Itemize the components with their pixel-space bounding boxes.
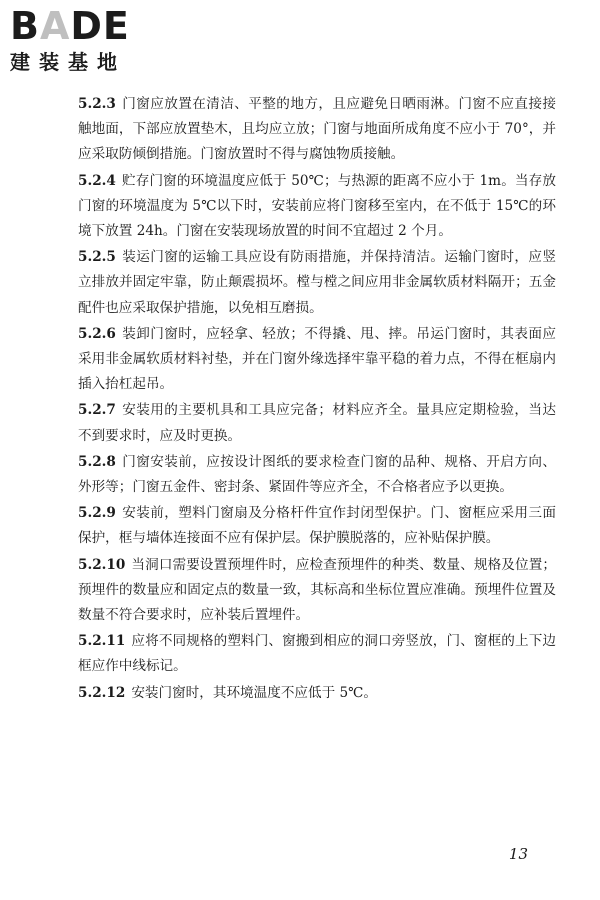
clause-text: 安装前，塑料门窗扇及分格杆件宜作封闭型保护。门、窗框应采用三面保护，框与墙体连接面不应有保护层。保护膜脱落的，应补贴保护膜。 — [78, 505, 556, 547]
logo-letter: B — [10, 4, 40, 48]
clause-number: 5.2.12 — [78, 684, 126, 701]
clause-5-2-5 — [78, 245, 556, 321]
clause-5-2-9 — [78, 501, 556, 551]
clause-text: 贮存门窗的环境温度应低于 50℃；与热源的距离不应小于 1m。当存放门窗的环境温度为 5℃以下时，安装前应将门窗移至室内，在不低于 15℃的环境下放置 24h。门窗在安装现场放置的时间不宜超过 2 个月。 — [78, 172, 556, 240]
clause-5-2-11 — [78, 629, 556, 679]
clause-5-2-8 — [78, 450, 556, 500]
clause-number: 5.2.10 — [78, 556, 126, 573]
logo-letter: DE — [70, 4, 130, 48]
logo-subtitle: 建装基地 — [10, 50, 126, 74]
clause-5-2-12 — [78, 681, 556, 706]
clause-number: 5.2.8 — [78, 453, 116, 470]
clause-5-2-7 — [78, 398, 556, 448]
clause-5-2-4 — [78, 169, 556, 245]
logo-letter-accent: A — [39, 4, 71, 48]
clause-list — [78, 92, 556, 707]
clause-text: 当洞口需要设置预埋件时，应检查预埋件的种类、数量、规格及位置；预埋件的数量应和固定点的数量一致，其标高和坐标位置应准确。预埋件位置及数量不符合要求时，应补装后置埋件。 — [78, 556, 556, 624]
clause-number: 5.2.6 — [78, 325, 116, 342]
clause-text: 门窗应放置在清洁、平整的地方，且应避免日晒雨淋。门窗不应直接接触地面，下部应放置垫木，且均应立放；门窗与地面所成角度不应小于 70°，并应采取防倾倒措施。门窗放置时不得与腐蚀物质接触。 — [78, 96, 556, 163]
clause-text: 安装门窗时，其环境温度不应低于 5℃。 — [131, 684, 377, 701]
bade-logo — [10, 4, 180, 74]
clause-number: 5.2.4 — [78, 172, 116, 189]
page-number: 13 — [508, 845, 528, 863]
clause-number: 5.2.3 — [78, 96, 116, 112]
clause-text: 应将不同规格的塑料门、窗搬到相应的洞口旁竖放，门、窗框的上下边框应作中线标记。 — [78, 633, 556, 675]
clause-number: 5.2.9 — [78, 505, 116, 522]
clause-5-2-6 — [78, 322, 556, 398]
clause-5-2-3 — [78, 92, 556, 168]
clause-text: 门窗安装前，应按设计图纸的要求检查门窗的品种、规格、开启方向、外形等；门窗五金件、密封条、紧固件等应齐全，不合格者应予以更换。 — [78, 453, 556, 496]
clause-5-2-10 — [78, 553, 556, 629]
clause-text: 装卸门窗时，应轻拿、轻放；不得撬、甩、摔。吊运门窗时，其表面应采用非金属软质材料衬垫，并在门窗外缘选择牢靠平稳的着力点，不得在框扇内插入抬杠起吊。 — [78, 325, 556, 393]
clause-text: 安装用的主要机具和工具应完备；材料应齐全。量具应定期检验，当达不到要求时，应及时更换。 — [78, 402, 556, 444]
clause-number: 5.2.5 — [78, 249, 116, 266]
clause-text: 装运门窗的运输工具应设有防雨措施，并保持清洁。运输门窗时，应竖立排放并固定牢靠，防止颠震损坏。樘与樘之间应用非金属软质材料隔开；五金配件也应采取保护措施，以免相互磨损。 — [78, 249, 556, 316]
clause-number: 5.2.11 — [78, 633, 126, 650]
logo-wordmark — [10, 4, 180, 48]
clause-number: 5.2.7 — [78, 402, 116, 419]
